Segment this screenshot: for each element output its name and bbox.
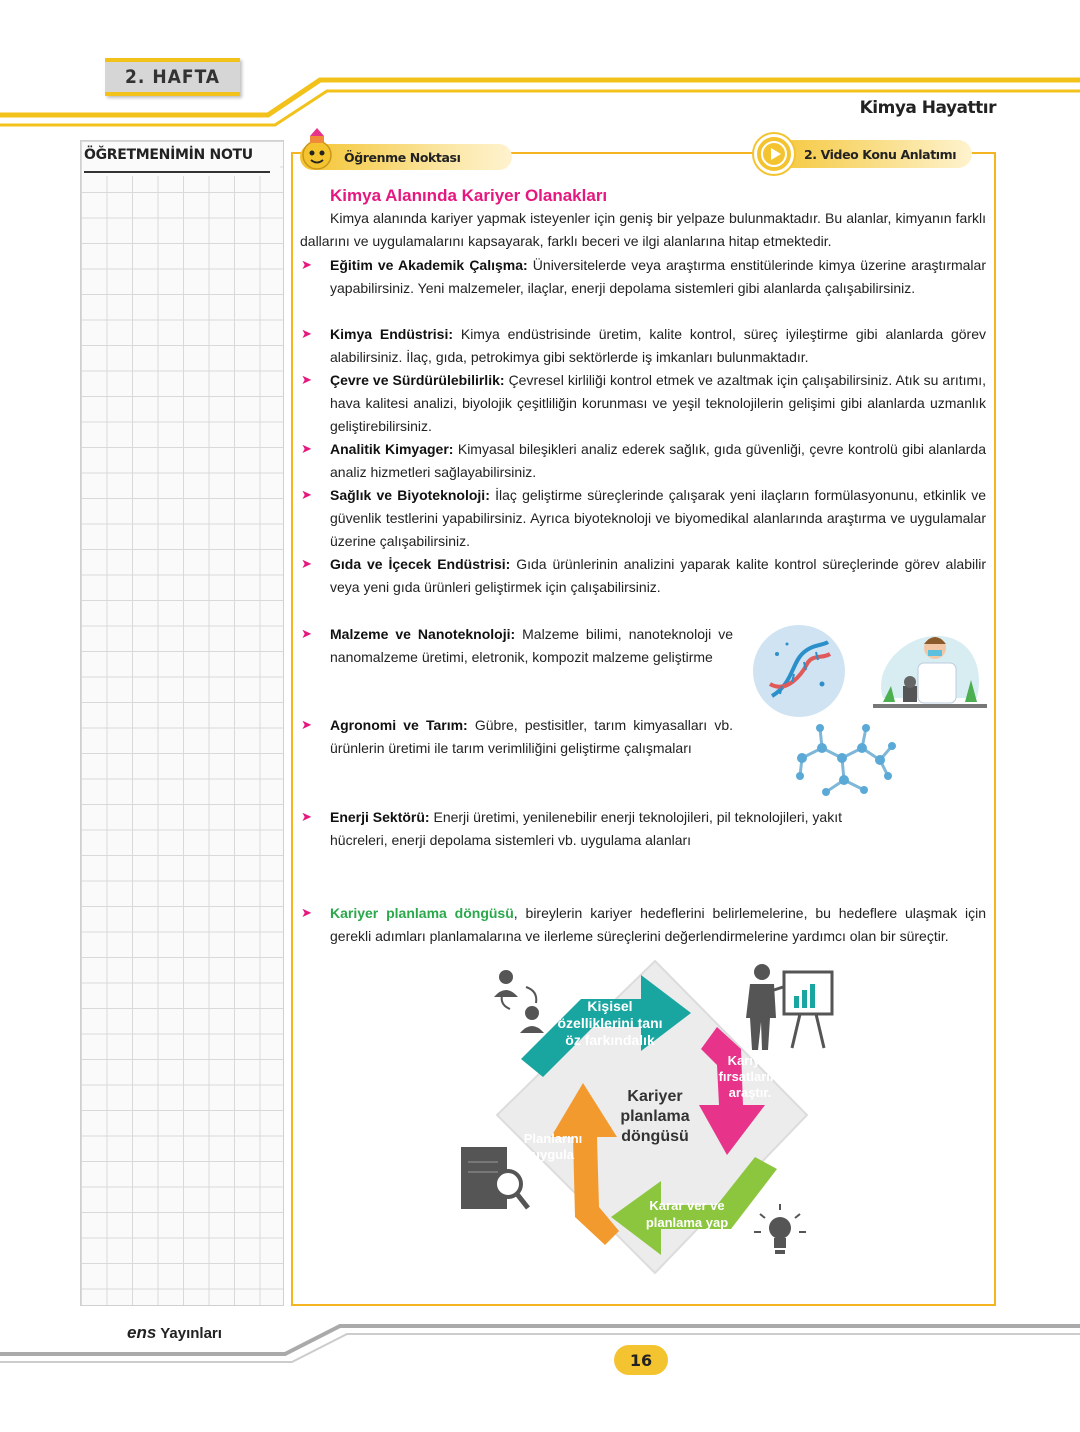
people-icon [490, 965, 546, 1037]
list-item: Agronomi ve Tarım: Gübre, pestisitler, tarım kimyasalları vb. ürünlerin üretimi ile tarım verimliliğini geliştirme çalışmaları [330, 717, 734, 756]
list-item: Gıda ve İçecek Endüstrisi: Gıda ürünlerinin analizini yaparak kalite kontrol süreçlerinde görev alabilir veya yeni gıda ürünleri geliştirmek için çalışabilirsiniz. [330, 556, 986, 595]
notes-underline [84, 171, 270, 173]
list-item: Eğitim ve Akademik Çalışma: Üniversitelerde veya araştırma enstitülerinde kimya üzerine araştırmalar yapabilirsiniz. Yeni malzemeler, ilaçlar, enerji depolama sistemleri gibi alanlarda çalışabilirsiniz. [330, 257, 986, 296]
article-intro: Kimya alanında kariyer yapmak isteyenler için geniş bir yelpaze bulunmaktadır. Bu alanlar, kimyanın farklı dallarını ve uygulamalarını kapsayarak, farklı beceri ve ilgi alanlarına hitap etmektedir. [300, 210, 986, 249]
bullet-icon: ➤ [301, 809, 312, 824]
bullet-icon: ➤ [301, 905, 312, 920]
week-tab: 2. HAFTA [105, 58, 240, 96]
list-item: Çevre ve Sürdürülebilirlik: Çevresel kirliliği kontrol etmek ve azaltmak için çalışabilirsiniz. Atık su arıtımı, hava kalitesi analizi, biyolojik çeşitliliğin korunması ve yeşil teknolojilerin gelişimi gibi alanlarda uzmanlık geliştirebilirsiniz. [330, 372, 986, 434]
step3-label: Karar ver ve planlama yap [645, 1198, 729, 1230]
step4-label: Planlarını uygula [523, 1131, 583, 1162]
notes-title: ÖĞRETMENİMİN NOTU [84, 147, 253, 163]
list-item: Malzeme ve Nanoteknoloji: Malzeme bilimi, nanoteknoloji ve nanomalzeme üretimi, eletronik, kompozit malzeme geliştirme [330, 626, 733, 665]
list-item: Analitik Kimyager: Kimyasal bileşikleri analiz ederek sağlık, gıda güvenliği, çevre kontrolü gibi alanlarda analiz hizmetleri sağlayabilirsiniz. [330, 441, 986, 480]
bullet-icon: ➤ [301, 717, 312, 732]
scientist-illustration [873, 628, 987, 712]
bullet-icon: ➤ [301, 626, 312, 641]
cycle-description: Kariyer planlama döngüsü, bireylerin kariyer hedeflerini belirlemelerine, bu hedeflere ulaşmak için gerekli adımları planlamalarına ve ilerleme süreçlerini değerlendirmelerine yardımcı olan bir süreçtir. [330, 905, 987, 944]
list-item: Sağlık ve Biyoteknoloji: İlaç geliştirme süreçlerinde çalışarak yeni ilaçların formülasyonunu, etkinlik ve güvenlik testlerini yapabilirsiniz. Ayrıca biyoteknoloji ve biyomedikal alanlarında araştırma ve uygulamalar üzerine çalışabilirsiniz. [330, 487, 987, 549]
bullet-icon: ➤ [301, 441, 312, 456]
article-title: Kimya Alanında Kariyer Olanakları [330, 186, 608, 205]
presentation-icon [740, 962, 836, 1052]
bullet-icon: ➤ [301, 257, 312, 272]
bullet-icon: ➤ [301, 372, 312, 387]
publisher-logo: ens Yayınları [127, 1323, 222, 1342]
step2-label: Kariyer fırsatlarını araştır. [718, 1053, 782, 1100]
step1-label: Kişisel özelliklerini tanı öz farkındalık [557, 998, 663, 1048]
pencil-mascot-icon [298, 128, 338, 172]
subject-title: Kimya Hayattır [859, 98, 996, 118]
play-icon[interactable] [754, 134, 794, 174]
bullet-icon: ➤ [301, 487, 312, 502]
document-search-icon [458, 1144, 534, 1216]
bullet-icon: ➤ [301, 326, 312, 341]
cycle-center-label: Kariyer planlama döngüsü [620, 1088, 690, 1145]
page-number: 16 [614, 1345, 668, 1375]
dna-illustration [752, 624, 846, 718]
bullet-icon: ➤ [301, 556, 312, 571]
video-badge[interactable]: 2. Video Konu Anlatımı [758, 140, 972, 168]
notes-grid [80, 140, 284, 1306]
lightbulb-icon [752, 1200, 808, 1262]
learning-point-badge: Öğrenme Noktası [300, 144, 512, 170]
list-item: Kimya Endüstrisi: Kimya endüstrisinde üretim, kalite kontrol, süreç iyileştirme gibi alanlarda görev alabilirsiniz. İlaç, gıda, petrokimya gibi sektörlerde iş imkanları bulunmaktadır. [330, 326, 986, 365]
list-item: Enerji Sektörü: Enerji üretimi, yenilenebilir enerji teknolojileri, pil teknolojileri, yakıt hücreleri, enerji depolama sistemleri vb. uygulama alanları [330, 809, 842, 848]
molecule-illustration [792, 718, 902, 808]
